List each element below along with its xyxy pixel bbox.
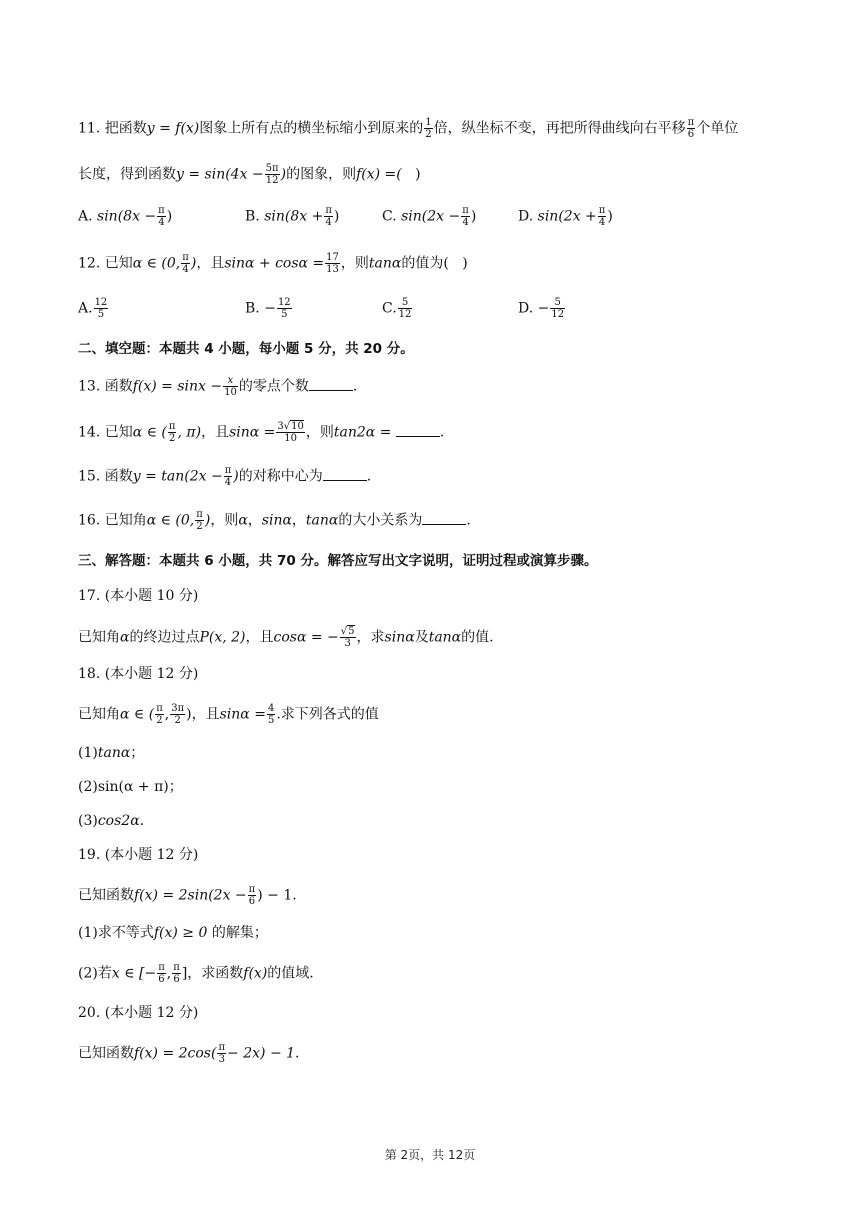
text: 的值域. (267, 965, 314, 982)
denominator: 12 (265, 175, 279, 186)
fraction (550, 297, 565, 320)
fraction (157, 205, 166, 228)
fraction (398, 297, 413, 320)
formula: f(x) =( (356, 166, 402, 183)
option-b (245, 297, 293, 320)
question-number: 14. (78, 424, 101, 441)
formula: α (120, 629, 130, 646)
numerator: √5 (340, 626, 355, 637)
q16 (78, 509, 790, 532)
formula: ) (166, 208, 173, 225)
formula: α ∈ (0, (146, 512, 195, 529)
numerator: π (687, 117, 695, 128)
numerator: π (182, 252, 189, 263)
text: ，求函数 (187, 965, 244, 982)
formula: cos2α (97, 813, 140, 829)
fraction (277, 297, 292, 320)
numerator: 12 (277, 297, 291, 308)
denominator: 4 (182, 264, 189, 275)
text: (2) (78, 779, 98, 795)
denominator: 6 (158, 974, 165, 985)
numerator: 5 (550, 297, 565, 309)
formula: tanα (305, 512, 339, 529)
option-d (518, 205, 613, 228)
denominator: 2 (156, 715, 163, 726)
q19-part1 (78, 922, 790, 944)
coefficient: 3 (277, 421, 284, 432)
text: ，且 (201, 424, 230, 441)
option-label: B. (245, 300, 260, 317)
text: ， (291, 512, 306, 529)
fraction (217, 1042, 226, 1065)
numerator: π (168, 421, 176, 432)
denominator: 4 (325, 217, 332, 228)
denominator: 6 (248, 896, 256, 907)
fraction (157, 962, 166, 985)
radicand: 10 (291, 421, 304, 432)
formula: α ∈ (0, (132, 255, 181, 272)
text: 已知函数 (78, 887, 134, 904)
formula: tanα (368, 255, 402, 272)
text: 个单位 (696, 120, 739, 137)
numerator: x (223, 375, 238, 387)
fraction (195, 509, 204, 532)
q11-line2 (78, 163, 790, 186)
numerator: 3π (171, 703, 185, 714)
formula: f(x) = 2sin(2x − (134, 887, 247, 904)
formula: ) (190, 255, 197, 272)
denominator: 12 (551, 309, 565, 320)
answer-blank[interactable] (323, 466, 367, 481)
text: 图象上所有点的横坐标缩小到原来的 (199, 120, 424, 137)
formula: sin(2x + (537, 208, 597, 225)
text: (1) (78, 745, 98, 761)
denominator: 4 (598, 217, 606, 228)
option-label: C. (382, 208, 397, 225)
fraction (325, 252, 340, 275)
section-heading-solutions: 三、解答题：本题共 6 小题，共 70 分。解答应写出文字说明，证明过程或演算步骤。 (78, 553, 598, 569)
formula: sinα = (229, 424, 276, 441)
q15 (78, 465, 790, 488)
formula: − (537, 300, 550, 317)
numerator: 3√10 (277, 421, 304, 432)
formula: ) (204, 512, 211, 529)
formula: sinα + cosα = (224, 255, 325, 272)
text: 把函数 (104, 120, 147, 137)
formula: f(x) ≥ 0 (153, 925, 208, 941)
fraction (340, 626, 356, 649)
numerator: 17 (326, 252, 339, 263)
formula: y = sin(4x − (176, 166, 264, 183)
fraction (276, 421, 304, 444)
formula: ) − 1 (257, 887, 293, 904)
fraction (424, 117, 432, 140)
text: . (466, 512, 471, 529)
denominator: 4 (158, 217, 165, 228)
denominator: 5 (281, 309, 288, 320)
fraction (181, 252, 190, 275)
formula: sin(2x − (401, 208, 461, 225)
q19-body (78, 884, 790, 907)
formula: f(x) (243, 965, 268, 982)
text: . (292, 887, 297, 904)
text: . (366, 468, 372, 485)
answer-blank[interactable] (396, 422, 440, 437)
text: 长度，得到函数 (78, 166, 176, 183)
denominator: 4 (224, 477, 232, 488)
text: ，则 (305, 424, 334, 441)
formula: sin(α + π) (97, 779, 169, 795)
text: 的对称中心为 (238, 468, 323, 485)
text: ， (247, 512, 262, 529)
option-label: C. (382, 300, 397, 317)
formula: P(x, 2) (199, 629, 246, 646)
text: 及 (414, 629, 429, 646)
text: (1)求不等式 (78, 925, 154, 941)
text: . (439, 424, 445, 441)
numerator: π (196, 509, 203, 520)
text: .求下列各式的值 (276, 706, 379, 723)
numerator: 1 (425, 117, 432, 128)
question-number: 12. (78, 255, 101, 272)
q18-part2 (78, 776, 790, 798)
option-label: D. (518, 300, 534, 317)
text: . (139, 813, 145, 829)
text: ，且 (196, 255, 225, 272)
text: (2)若 (78, 965, 112, 982)
radicand: 5 (348, 626, 355, 637)
fraction (461, 205, 470, 228)
text: ，则 (340, 255, 369, 272)
formula: f(x) = sinx − (132, 378, 223, 395)
option-d (518, 297, 566, 320)
q19-heading: 19. (本小题 12 分) (78, 847, 199, 863)
denominator: 10 (284, 433, 297, 444)
text: ； (168, 779, 183, 795)
text: 的值为( (401, 255, 449, 272)
page-footer: 第 2页，共 12页 (384, 1148, 476, 1162)
denominator: 2 (196, 521, 203, 532)
option-label: A. (78, 208, 93, 225)
q12-line1 (78, 252, 790, 275)
numerator: 5π (265, 163, 279, 174)
denominator: 3 (344, 638, 351, 649)
formula: α (238, 512, 248, 529)
text: 的图象，则 (286, 166, 357, 183)
fraction (267, 703, 275, 726)
formula: sin(8x − (97, 208, 157, 225)
formula: sin(8x + (264, 208, 324, 225)
formula: ) (470, 208, 477, 225)
q13 (78, 375, 790, 398)
numerator: 5 (398, 297, 413, 309)
text: 倍，纵坐标不变，再把所得曲线向右平移 (433, 120, 686, 137)
text: 已知角 (104, 512, 147, 529)
numerator: π (158, 205, 165, 216)
formula: ) (333, 208, 340, 225)
numerator: 12 (94, 297, 108, 308)
text: 的值. (461, 629, 494, 646)
fraction (224, 465, 233, 488)
question-number: 11. (78, 120, 101, 137)
text: 的终边过点 (129, 629, 200, 646)
text: 已知 (104, 255, 133, 272)
q18-heading: 18. (本小题 12 分) (78, 666, 199, 682)
denominator: 3 (218, 1054, 225, 1065)
answer-blank[interactable] (422, 510, 466, 525)
numerator: π (158, 962, 165, 973)
denominator: 5 (97, 309, 105, 320)
q17-body (78, 626, 790, 649)
formula: ) (233, 468, 239, 485)
text: ； (130, 745, 145, 761)
q18-part3 (78, 810, 790, 832)
formula: α ∈ ( (120, 706, 155, 723)
formula: ] (181, 965, 188, 982)
fraction (248, 884, 257, 907)
formula: sinα = (219, 706, 266, 723)
fraction (265, 163, 280, 186)
formula: cosα = − (273, 629, 339, 646)
numerator: π (173, 962, 180, 973)
formula: α ∈ ( (132, 424, 167, 441)
answer-blank[interactable] (309, 376, 353, 391)
text: 的大小关系为 (338, 512, 423, 529)
question-number: 16. (78, 512, 101, 529)
formula: f(x) = 2cos( (134, 1045, 217, 1062)
q20-body (78, 1042, 790, 1065)
option-a (78, 297, 109, 320)
denominator: 5 (267, 715, 275, 726)
question-number: 13. (78, 378, 101, 395)
numerator: π (598, 205, 606, 216)
formula: ) (607, 208, 613, 225)
section-heading-fill-in: 二、填空题：本题共 4 小题，每小题 5 分，共 20 分。 (78, 341, 414, 357)
q14 (78, 421, 790, 444)
text: 函数 (104, 468, 133, 485)
text: ) (462, 255, 468, 272)
fraction (94, 297, 109, 320)
formula: sinα (384, 629, 415, 646)
numerator: π (156, 703, 163, 714)
option-label: D. (518, 208, 534, 225)
formula: ) (186, 706, 192, 723)
q18-body (78, 703, 790, 726)
numerator: π (218, 1042, 226, 1053)
option-c (382, 297, 413, 320)
formula: tanα (428, 629, 462, 646)
formula: y = tan(2x − (132, 468, 223, 485)
formula: − (264, 300, 276, 317)
option-label: B. (245, 208, 260, 225)
fraction (598, 205, 607, 228)
denominator: 2 (174, 715, 181, 726)
text: . (352, 378, 358, 395)
fraction (172, 962, 181, 985)
q20-heading: 20. (本小题 12 分) (78, 1005, 199, 1021)
formula: , π) (177, 424, 202, 441)
denominator: 13 (326, 264, 339, 275)
text: 已知函数 (78, 1045, 134, 1062)
formula: ) (280, 166, 287, 183)
question-number: 15. (78, 468, 101, 485)
denominator: 10 (224, 387, 237, 398)
formula: , (164, 706, 170, 723)
formula: y = f(x) (146, 120, 200, 137)
formula: tanα (97, 745, 131, 761)
formula: sinα (261, 512, 292, 529)
text: ，且 (191, 706, 220, 723)
fraction (155, 703, 164, 726)
formula: x ∈ [− (111, 965, 157, 982)
fraction (324, 205, 333, 228)
formula: , (166, 965, 172, 982)
numerator: π (248, 884, 256, 895)
denominator: 4 (462, 217, 469, 228)
option-a (78, 205, 172, 228)
fraction (170, 703, 185, 726)
text: ，求 (356, 629, 385, 646)
numerator: π (462, 205, 469, 216)
text: ，则 (210, 512, 239, 529)
q17-heading: 17. (本小题 10 分) (78, 588, 199, 604)
denominator: 2 (169, 433, 176, 444)
denominator: 12 (398, 309, 412, 320)
numerator: π (224, 465, 232, 476)
q19-part2 (78, 962, 790, 985)
formula: tan2α = (333, 424, 392, 441)
q11-line1 (78, 117, 790, 140)
text: ) (415, 166, 421, 183)
text: . (295, 1045, 300, 1062)
numerator: 4 (267, 703, 275, 714)
text: 函数 (104, 378, 133, 395)
option-b (245, 205, 339, 228)
text: 的零点个数 (238, 378, 309, 395)
option-c (382, 205, 476, 228)
denominator: 6 (173, 974, 180, 985)
option-label: A. (78, 300, 93, 317)
denominator: 2 (425, 129, 432, 140)
fraction (687, 117, 696, 140)
denominator: 6 (687, 129, 695, 140)
text: ，且 (245, 629, 274, 646)
text: (3) (78, 813, 98, 829)
fraction (168, 421, 177, 444)
fraction (223, 375, 238, 398)
text: 已知角 (78, 629, 120, 646)
formula: − 2x) − 1 (227, 1045, 296, 1062)
text: 已知角 (78, 706, 120, 723)
q18-part1 (78, 742, 790, 764)
text: 的解集； (207, 925, 268, 941)
numerator: π (325, 205, 332, 216)
text: 已知 (104, 424, 133, 441)
